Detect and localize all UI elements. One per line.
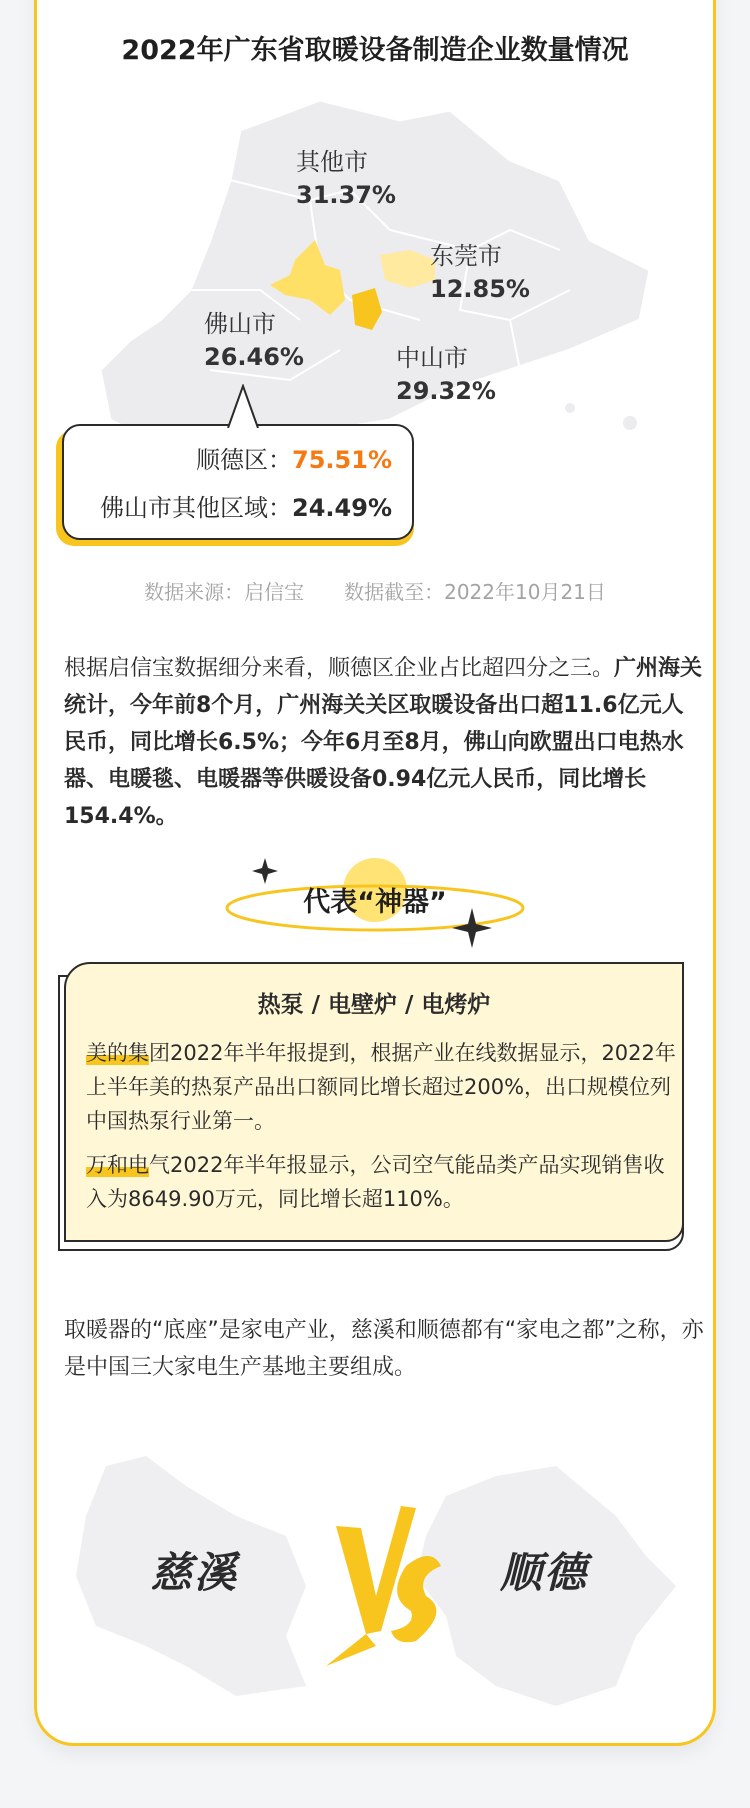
product-box (64, 962, 684, 1242)
vs-right-city: 顺德 (500, 1548, 589, 1597)
city-label-zhongshan: 中山市 29.32% (396, 344, 496, 405)
data-source: 数据来源：启信宝 数据截至：2022年10月21日 (144, 580, 606, 604)
callout-row-shunde: 顺德区：75.51% (196, 446, 392, 474)
callout-pointer (226, 384, 260, 428)
city-label-dongguan: 东莞市 12.85% (430, 242, 530, 303)
vs-left-city: 慈溪 (150, 1548, 239, 1597)
product-box-paragraph-vanward: 万和电气2022年半年报显示，公司空气能品类产品实现销售收入为8649.90万元，同比增长超110%。 (86, 1153, 665, 1211)
page-title: 2022年广东省取暖设备制造企业数量情况 (121, 35, 629, 66)
callout-row-other: 佛山市其他区域：24.49% (100, 494, 392, 522)
paragraph-export-stats: 根据启信宝数据细分来看，顺德区企业占比超四分之三。广州海关统计，今年前8个月，广州海关关区取暖设备出口超11.6亿元人民币，同比增长6.5%；今年6月至8月，佛山向欧盟出口电热水器、电暖毯、电暖器等供暖设备0.94亿元人民币，同比增长154.4%。 (64, 656, 703, 829)
city-label-foshan: 佛山市 26.46% (204, 310, 304, 371)
product-box-paragraph-midea: 美的集团2022年半年报提到，根据产业在线数据显示，2022年上半年美的热泵产品出口额同比增长超过200%，出口规模位列中国热泵行业第一。 (86, 1041, 676, 1133)
callout-box (62, 424, 414, 540)
section-title: 代表“神器” (303, 887, 447, 918)
paragraph-appliance-base: 取暖器的“底座”是家电产业，慈溪和顺德都有“家电之都”之称，亦是中国三大家电生产基地主要组成。 (64, 1318, 704, 1380)
product-box-title: 热泵 / 电壁炉 / 电烤炉 (257, 992, 491, 1018)
city-label-other: 其他市 31.37% (296, 148, 396, 209)
